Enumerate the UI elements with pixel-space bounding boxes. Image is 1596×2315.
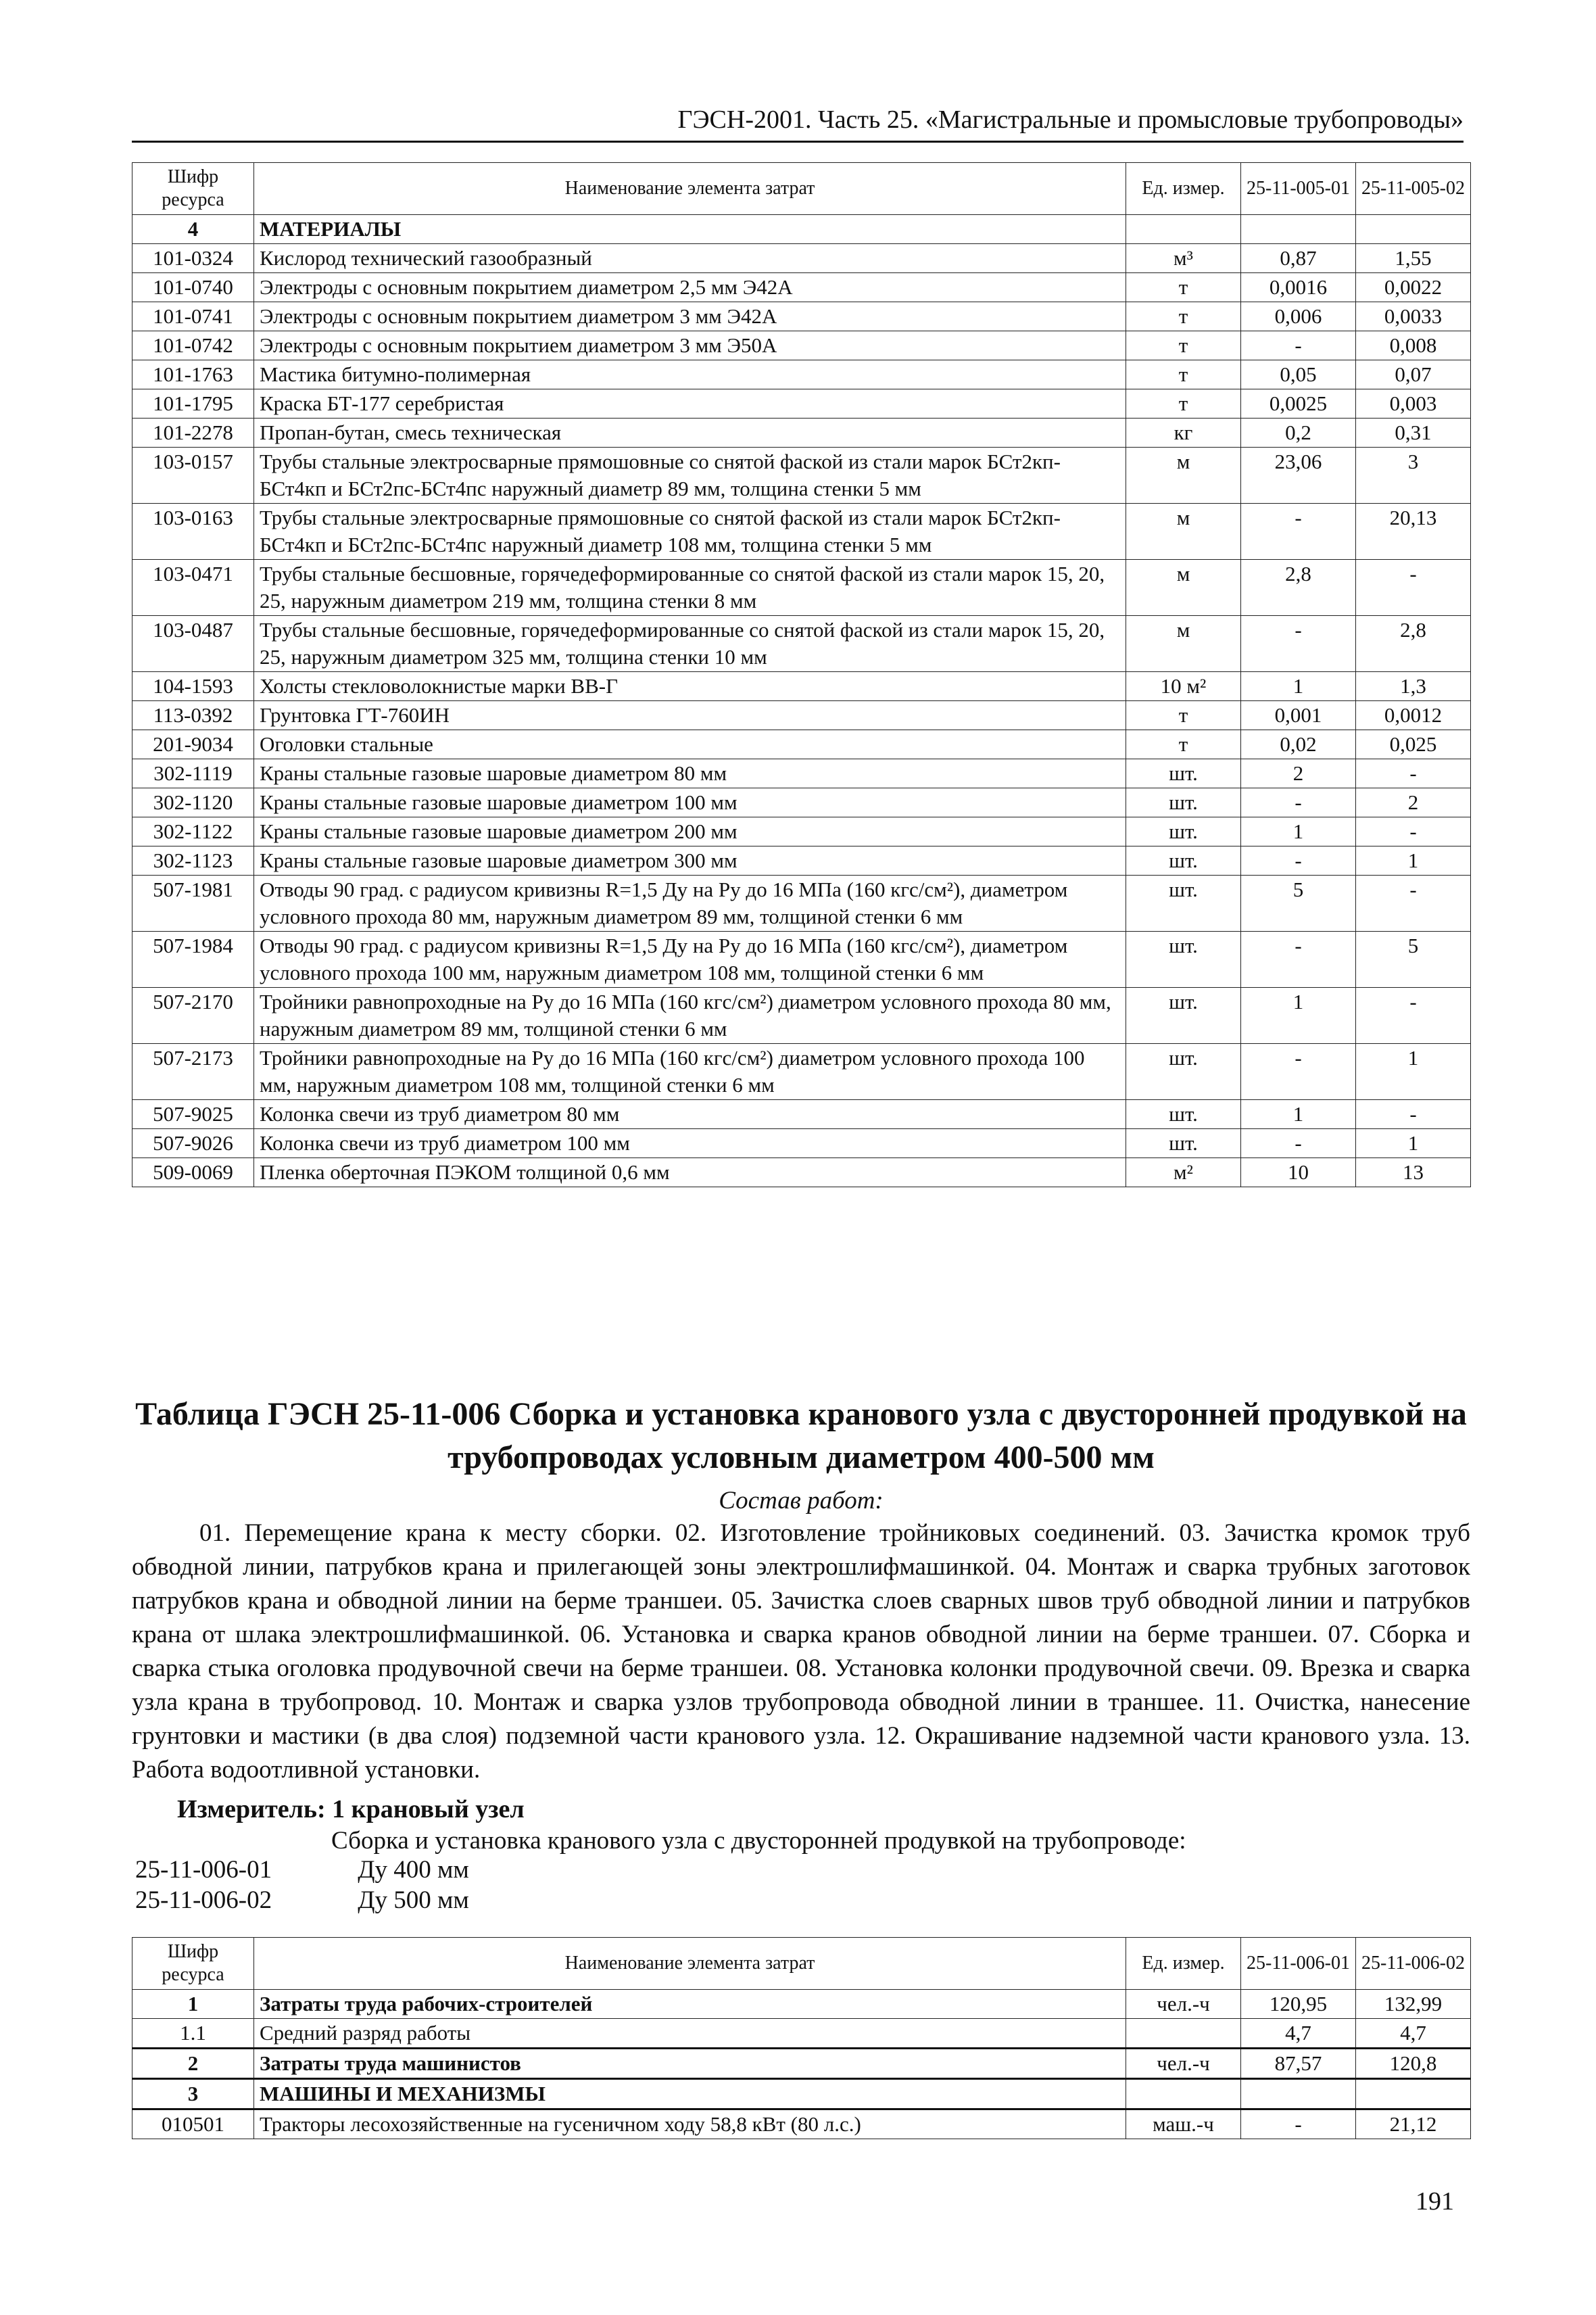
- table-row: [132, 244, 1471, 273]
- element-name-cell: Краска БТ-177 серебристая: [254, 389, 1126, 419]
- variant-text: Ду 500 мм: [358, 1886, 469, 1914]
- unit-cell: м²: [1126, 1158, 1241, 1187]
- resource-code-cell: 101-0741: [132, 302, 254, 331]
- table-row: [132, 1990, 1471, 2019]
- resource-code-cell: 101-0742: [132, 331, 254, 360]
- resource-code-cell: 302-1122: [132, 817, 254, 846]
- table-header-row: [132, 163, 1471, 215]
- norm-01-cell: 1: [1241, 817, 1356, 846]
- header-unit: Ед. измер.: [1126, 1938, 1241, 1990]
- resource-code-cell: 2: [132, 2049, 254, 2079]
- resource-code-cell: 101-0324: [132, 244, 254, 273]
- norm-02-cell: 20,13: [1356, 504, 1471, 560]
- table-row: [132, 2109, 1471, 2139]
- table-row: [132, 846, 1471, 876]
- norm-02-cell: 13: [1356, 1158, 1471, 1187]
- element-name-cell: Затраты труда рабочих-строителей: [254, 1990, 1126, 2019]
- unit-cell: шт.: [1126, 988, 1241, 1044]
- norm-01-cell: 0,05: [1241, 360, 1356, 389]
- norm-02-cell: 3: [1356, 448, 1471, 504]
- works-description: 01. Перемещение крана к месту сборки. 02. Изготовление тройниковых соединений. 03. Зачистка кромок труб обводной линии, патрубков крана и прилегающей зоны электрошлифмашинкой. 04. Монтаж и сварка трубных заготовок патрубков крана и обводной линии на берме траншеи. 05. Зачистка слоев сварных швов труб обводной линии и патрубков крана от шлака электрошлифмашинкой. 06. Установка и сварка кранов обводной линии на берме траншеи. 07. Сборка и сварка стыка оголовка продувочной свечи на берме траншеи. 08. Установка колонки продувочной свечи. 09. Врезка и сварка узла крана в трубопровод. 10. Монтаж и сварка узлов трубопровода обводной линии в траншее. 11. Очистка, нанесение грунтовки и мастики (в два слоя) подземной части кранового узла. 12. Окрашивание надземной части кранового узла. 13. Работа водоотливной установки.: [132, 1519, 1470, 1784]
- meter-unit: Измеритель: 1 крановый узел: [177, 1795, 525, 1823]
- table-row: [132, 302, 1471, 331]
- unit-cell: [1126, 2079, 1241, 2109]
- norm-01-cell: -: [1241, 616, 1356, 672]
- norm-02-cell: 0,008: [1356, 331, 1471, 360]
- header-unit: Ед. измер.: [1126, 163, 1241, 215]
- norm-02-cell: 120,8: [1356, 2049, 1471, 2079]
- resource-code-cell: 101-2278: [132, 419, 254, 448]
- running-header: ГЭСН-2001. Часть 25. «Магистральные и промысловые трубопроводы»: [132, 103, 1464, 143]
- norm-02-cell: 0,025: [1356, 730, 1471, 759]
- norm-01-cell: 0,001: [1241, 701, 1356, 730]
- unit-cell: 10 м²: [1126, 672, 1241, 701]
- unit-cell: м: [1126, 616, 1241, 672]
- resource-code-cell: 201-9034: [132, 730, 254, 759]
- table-row: [132, 2019, 1471, 2049]
- norm-01-cell: 1: [1241, 1100, 1356, 1129]
- resource-code-cell: 302-1119: [132, 759, 254, 788]
- table-row: [132, 701, 1471, 730]
- unit-cell: м: [1126, 560, 1241, 616]
- unit-cell: чел.-ч: [1126, 2049, 1241, 2079]
- element-name-cell: Колонка свечи из труб диаметром 100 мм: [254, 1129, 1126, 1158]
- resource-code-cell: 507-9026: [132, 1129, 254, 1158]
- resource-code-cell: 507-2170: [132, 988, 254, 1044]
- norm-02-cell: [1356, 2079, 1471, 2109]
- unit-cell: т: [1126, 389, 1241, 419]
- page-number: 191: [1416, 2187, 1454, 2216]
- element-name-cell: Отводы 90 град. с радиусом кривизны R=1,5 Ду на Ру до 16 МПа (160 кгс/см²), диаметром условного прохода 100 мм, наружным диаметром 108 мм, толщиной стенки 6 мм: [254, 932, 1126, 988]
- header-resource-code: Шифр ресурса: [132, 1938, 254, 1990]
- norm-01-cell: -: [1241, 2109, 1356, 2139]
- resource-code-cell: 103-0471: [132, 560, 254, 616]
- table-row: [132, 389, 1471, 419]
- norm-01-cell: 0,02: [1241, 730, 1356, 759]
- table-row: [132, 759, 1471, 788]
- resource-code-cell: 103-0163: [132, 504, 254, 560]
- element-name-cell: Трубы стальные бесшовные, горячедеформированные со снятой фаской из стали марок 15, 20, 25, наружным диаметром 219 мм, толщина стенки 8 мм: [254, 560, 1126, 616]
- table-row: [132, 1100, 1471, 1129]
- meter-description: Сборка и установка кранового узла с двусторонней продувкой на трубопроводе:: [331, 1827, 1186, 1855]
- element-name-cell: Отводы 90 град. с радиусом кривизны R=1,5 Ду на Ру до 16 МПа (160 кгс/см²), диаметром условного прохода 80 мм, наружным диаметром 89 мм, толщиной стенки 6 мм: [254, 876, 1126, 932]
- norm-01-cell: -: [1241, 504, 1356, 560]
- norm-01-cell: 4,7: [1241, 2019, 1356, 2049]
- norm-02-cell: 1: [1356, 846, 1471, 876]
- table-row: [132, 1158, 1471, 1187]
- norm-02-cell: -: [1356, 1100, 1471, 1129]
- element-name-cell: Кислород технический газообразный: [254, 244, 1126, 273]
- element-name-cell: Трубы стальные электросварные прямошовные со снятой фаской из стали марок БСт2кп-БСт4кп и БСт2пс-БСт4пс наружный диаметр 108 мм, толщина стенки 5 мм: [254, 504, 1126, 560]
- unit-cell: шт.: [1126, 1044, 1241, 1100]
- unit-cell: т: [1126, 701, 1241, 730]
- resource-code-cell: 103-0487: [132, 616, 254, 672]
- element-name-cell: Электроды с основным покрытием диаметром 2,5 мм Э42А: [254, 273, 1126, 302]
- norm-02-cell: 5: [1356, 932, 1471, 988]
- header-norm-02: 25-11-006-02: [1356, 1938, 1471, 1990]
- norm-01-cell: 2,8: [1241, 560, 1356, 616]
- table-row: [132, 2079, 1471, 2109]
- variant-code: 25-11-006-01: [135, 1856, 272, 1884]
- table-row: [132, 1044, 1471, 1100]
- resource-code-cell: 507-1981: [132, 876, 254, 932]
- resource-code-cell: 4: [132, 215, 254, 244]
- norm-02-cell: -: [1356, 988, 1471, 1044]
- element-name-cell: Пленка оберточная ПЭКОМ толщиной 0,6 мм: [254, 1158, 1126, 1187]
- unit-cell: чел.-ч: [1126, 1990, 1241, 2019]
- element-name-cell: Затраты труда машинистов: [254, 2049, 1126, 2079]
- table-row: [132, 817, 1471, 846]
- element-name-cell: Тракторы лесохозяйственные на гусеничном ходу 58,8 кВт (80 л.с.): [254, 2109, 1126, 2139]
- norm-02-cell: 132,99: [1356, 1990, 1471, 2019]
- header-element-name: Наименование элемента затрат: [254, 1938, 1126, 1990]
- table-row: [132, 788, 1471, 817]
- table-row: [132, 988, 1471, 1044]
- table-row: [132, 730, 1471, 759]
- header-norm-02: 25-11-005-02: [1356, 163, 1471, 215]
- table-row: [132, 215, 1471, 244]
- norm-01-cell: 2: [1241, 759, 1356, 788]
- unit-cell: т: [1126, 360, 1241, 389]
- norm-02-cell: 2,8: [1356, 616, 1471, 672]
- norm-01-cell: 23,06: [1241, 448, 1356, 504]
- header-element-name: Наименование элемента затрат: [254, 163, 1126, 215]
- unit-cell: шт.: [1126, 788, 1241, 817]
- unit-cell: м: [1126, 504, 1241, 560]
- element-name-cell: Пропан-бутан, смесь техническая: [254, 419, 1126, 448]
- resource-code-cell: 507-1984: [132, 932, 254, 988]
- header-norm-01: 25-11-006-01: [1241, 1938, 1356, 1990]
- element-name-cell: Краны стальные газовые шаровые диаметром 200 мм: [254, 817, 1126, 846]
- resource-code-cell: 509-0069: [132, 1158, 254, 1187]
- element-name-cell: Холсты стекловолокнистые марки ВВ-Г: [254, 672, 1126, 701]
- norm-01-cell: -: [1241, 846, 1356, 876]
- norm-01-cell: 10: [1241, 1158, 1356, 1187]
- norm-02-cell: 1: [1356, 1044, 1471, 1100]
- norm-01-cell: 120,95: [1241, 1990, 1356, 2019]
- element-name-cell: Трубы стальные бесшовные, горячедеформированные со снятой фаской из стали марок 15, 20, 25, наружным диаметром 325 мм, толщина стенки 10 мм: [254, 616, 1126, 672]
- resource-code-cell: 3: [132, 2079, 254, 2109]
- norm-01-cell: 1: [1241, 672, 1356, 701]
- norm-variant: [135, 1885, 469, 1916]
- resource-code-cell: 1.1: [132, 2019, 254, 2049]
- resources-table-25-11-005: [132, 162, 1471, 1187]
- table-header-row: [132, 1938, 1471, 1990]
- element-name-cell: Мастика битумно-полимерная: [254, 360, 1126, 389]
- norm-01-cell: 0,006: [1241, 302, 1356, 331]
- resource-code-cell: 010501: [132, 2109, 254, 2139]
- norm-02-cell: 21,12: [1356, 2109, 1471, 2139]
- table-row: [132, 560, 1471, 616]
- unit-cell: шт.: [1126, 932, 1241, 988]
- unit-cell: т: [1126, 730, 1241, 759]
- norm-02-cell: 1: [1356, 1129, 1471, 1158]
- table-row: [132, 876, 1471, 932]
- resource-code-cell: 507-9025: [132, 1100, 254, 1129]
- resource-code-cell: 103-0157: [132, 448, 254, 504]
- norm-01-cell: 1: [1241, 988, 1356, 1044]
- works-heading: Состав работ:: [719, 1487, 884, 1514]
- norm-02-cell: 0,31: [1356, 419, 1471, 448]
- resource-code-cell: 101-0740: [132, 273, 254, 302]
- norm-01-cell: -: [1241, 1044, 1356, 1100]
- resource-code-cell: 507-2173: [132, 1044, 254, 1100]
- norm-02-cell: 2: [1356, 788, 1471, 817]
- norm-02-cell: [1356, 215, 1471, 244]
- unit-cell: т: [1126, 331, 1241, 360]
- unit-cell: кг: [1126, 419, 1241, 448]
- resource-code-cell: 302-1123: [132, 846, 254, 876]
- norm-01-cell: 0,87: [1241, 244, 1356, 273]
- element-name-cell: Тройники равнопроходные на Ру до 16 МПа (160 кгс/см²) диаметром условного прохода 80 мм, наружным диаметром 89 мм, толщиной стенки 6 мм: [254, 988, 1126, 1044]
- header-resource-code: Шифр ресурса: [132, 163, 254, 215]
- norm-02-cell: 0,0033: [1356, 302, 1471, 331]
- unit-cell: шт.: [1126, 876, 1241, 932]
- resource-code-cell: 104-1593: [132, 672, 254, 701]
- element-name-cell: Краны стальные газовые шаровые диаметром 80 мм: [254, 759, 1126, 788]
- table-body: [132, 1990, 1471, 2139]
- element-name-cell: Краны стальные газовые шаровые диаметром 100 мм: [254, 788, 1126, 817]
- element-name-cell: Грунтовка ГТ-760ИН: [254, 701, 1126, 730]
- norm-01-cell: 5: [1241, 876, 1356, 932]
- unit-cell: м³: [1126, 244, 1241, 273]
- variant-text: Ду 400 мм: [358, 1856, 469, 1884]
- element-name-cell: Средний разряд работы: [254, 2019, 1126, 2049]
- table-row: [132, 932, 1471, 988]
- norm-01-cell: -: [1241, 1129, 1356, 1158]
- element-name-cell: Электроды с основным покрытием диаметром 3 мм Э42А: [254, 302, 1126, 331]
- resources-table-25-11-006: [132, 1937, 1471, 2139]
- norm-01-cell: 0,2: [1241, 419, 1356, 448]
- element-name-cell: МАШИНЫ И МЕХАНИЗМЫ: [254, 2079, 1126, 2109]
- norm-02-cell: 0,0022: [1356, 273, 1471, 302]
- element-name-cell: МАТЕРИАЛЫ: [254, 215, 1126, 244]
- unit-cell: шт.: [1126, 817, 1241, 846]
- resource-code-cell: 1: [132, 1990, 254, 2019]
- table-row: [132, 616, 1471, 672]
- unit-cell: [1126, 2019, 1241, 2049]
- norm-01-cell: 0,0025: [1241, 389, 1356, 419]
- norm-01-cell: -: [1241, 788, 1356, 817]
- element-name-cell: Тройники равнопроходные на Ру до 16 МПа (160 кгс/см²) диаметром условного прохода 100 мм, наружным диаметром 108 мм, толщиной стенки 6 мм: [254, 1044, 1126, 1100]
- resource-code-cell: 113-0392: [132, 701, 254, 730]
- unit-cell: т: [1126, 302, 1241, 331]
- unit-cell: шт.: [1126, 1100, 1241, 1129]
- element-name-cell: Электроды с основным покрытием диаметром 3 мм Э50А: [254, 331, 1126, 360]
- table-row: [132, 2049, 1471, 2079]
- norm-02-cell: 0,07: [1356, 360, 1471, 389]
- table-row: [132, 360, 1471, 389]
- table-row: [132, 419, 1471, 448]
- resource-code-cell: 302-1120: [132, 788, 254, 817]
- resource-code-cell: 101-1763: [132, 360, 254, 389]
- table-row: [132, 672, 1471, 701]
- norm-01-cell: 87,57: [1241, 2049, 1356, 2079]
- table-row: [132, 1129, 1471, 1158]
- table-title: Таблица ГЭСН 25-11-006 Сборка и установка кранового узла с двусторонней продувкой на трубопроводах условным диаметром 400-500 мм: [135, 1396, 1467, 1475]
- norm-02-cell: 4,7: [1356, 2019, 1471, 2049]
- table-body: [132, 215, 1471, 1187]
- resource-code-cell: 101-1795: [132, 389, 254, 419]
- norm-02-cell: -: [1356, 817, 1471, 846]
- norm-02-cell: -: [1356, 876, 1471, 932]
- element-name-cell: Краны стальные газовые шаровые диаметром 300 мм: [254, 846, 1126, 876]
- unit-cell: шт.: [1126, 1129, 1241, 1158]
- norm-02-cell: -: [1356, 560, 1471, 616]
- unit-cell: м: [1126, 448, 1241, 504]
- element-name-cell: Трубы стальные электросварные прямошовные со снятой фаской из стали марок БСт2кп-БСт4кп и БСт2пс-БСт4пс наружный диаметр 89 мм, толщина стенки 5 мм: [254, 448, 1126, 504]
- header-norm-01: 25-11-005-01: [1241, 163, 1356, 215]
- unit-cell: маш.-ч: [1126, 2109, 1241, 2139]
- variant-code: 25-11-006-02: [135, 1886, 272, 1914]
- table-row: [132, 448, 1471, 504]
- norm-variant: [135, 1855, 469, 1886]
- norm-02-cell: 1,55: [1356, 244, 1471, 273]
- norm-02-cell: 0,003: [1356, 389, 1471, 419]
- table-row: [132, 273, 1471, 302]
- unit-cell: т: [1126, 273, 1241, 302]
- norm-02-cell: 1,3: [1356, 672, 1471, 701]
- norm-01-cell: 0,0016: [1241, 273, 1356, 302]
- element-name-cell: Оголовки стальные: [254, 730, 1126, 759]
- element-name-cell: Колонка свечи из труб диаметром 80 мм: [254, 1100, 1126, 1129]
- norm-02-cell: 0,0012: [1356, 701, 1471, 730]
- unit-cell: шт.: [1126, 759, 1241, 788]
- norm-01-cell: [1241, 2079, 1356, 2109]
- table-row: [132, 504, 1471, 560]
- norm-01-cell: -: [1241, 932, 1356, 988]
- table-row: [132, 331, 1471, 360]
- norm-02-cell: -: [1356, 759, 1471, 788]
- unit-cell: [1126, 215, 1241, 244]
- unit-cell: шт.: [1126, 846, 1241, 876]
- norm-01-cell: [1241, 215, 1356, 244]
- norm-01-cell: -: [1241, 331, 1356, 360]
